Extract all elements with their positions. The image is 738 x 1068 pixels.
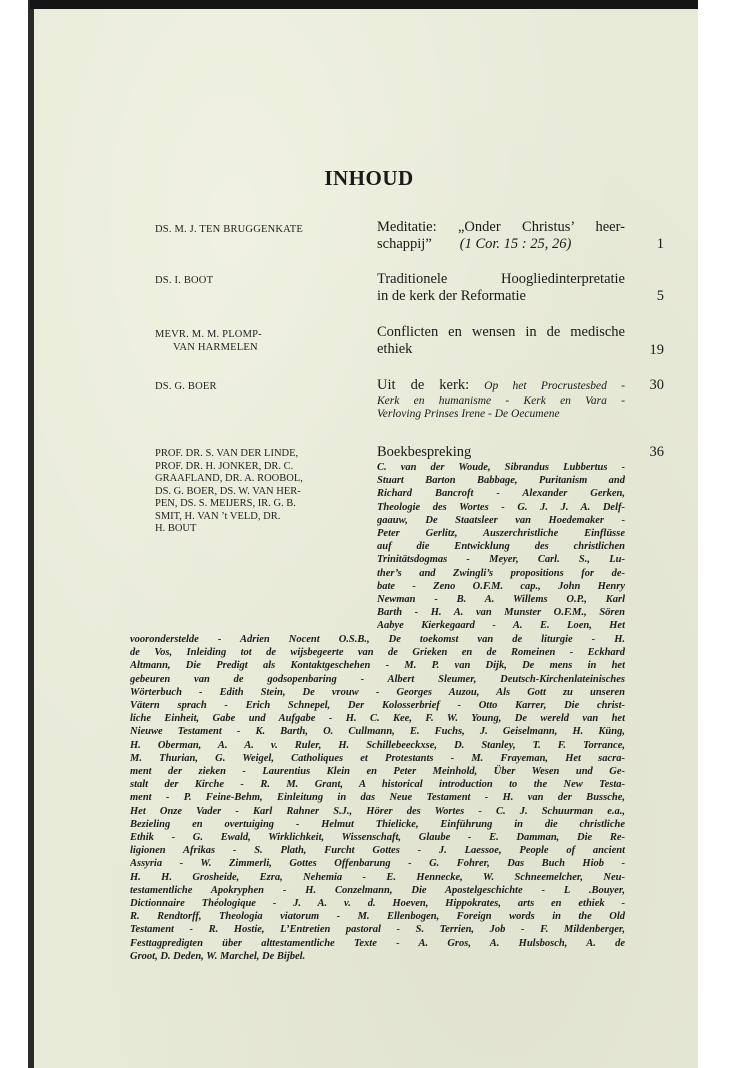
review-line: Barth - H. A. van Munster O.F.M., Sören: [377, 607, 625, 619]
entry-2-author: [155, 275, 370, 288]
review-line: Ethik - G. Ewald, Wirklichkeit, Wissenschaft, Glaube - E. Damman, Die Re-: [130, 832, 625, 844]
entry-3-author-line-2: VAN HARMELEN: [173, 341, 258, 353]
entry-2-title-line2: in de kerk der Reformatie: [377, 287, 526, 304]
entry-4-page: 30: [649, 377, 664, 393]
review-line: Stuart Barton Babbage, Puritanism and: [377, 475, 625, 487]
entry-3-title-line1: Conflicten en wensen in de medische: [377, 324, 625, 340]
review-line: H. H. Grosheide, Ezra, Nehemia - E. Hennecke, W. Schneemelcher, Neu-: [130, 871, 625, 883]
entry-2-page: 5: [656, 288, 664, 304]
entry-3-author-line-1: MEVR. M. M. PLOMP-: [155, 329, 262, 340]
review-line: Trinitätsdogmas - Meyer, Carl. S., Lu-: [377, 554, 625, 566]
entry-4-author: [155, 381, 370, 394]
entry-3-title-line2: ethiek: [377, 340, 413, 357]
scan-edge-top: [30, 0, 708, 9]
review-line: Groot, D. Deden, W. Marchel, De Bijbel.: [130, 950, 306, 962]
entry-4-sub-3: Verloving Prinses Irene - De Oecumene: [377, 408, 560, 420]
review-line: H. Oberman, A. A. v. Ruler, H. Schillebeeckxse, D. Stanley, T. F. Torrance,: [130, 739, 625, 751]
entry-2-author-line: DS. I. BOOT: [155, 275, 214, 286]
entry-1-title-line1: Meditatie: „Onder Christus’ heer-: [377, 219, 625, 235]
review-line: M. Thurian, G. Weigel, Catholiques et Protestants - M. Frayeman, Het sacra-: [130, 752, 625, 764]
review-line: Dictionnaire Théologique - J. A. v. d. Hoeven, Hippokrates, arts en ethiek -: [130, 898, 625, 910]
review-line: Richard Bancroft - Alexander Gerken,: [377, 488, 625, 500]
entry-5-author-line-7: H. BOUT: [155, 523, 197, 534]
entry-3-page: 19: [649, 342, 664, 358]
page-title: INHOUD: [324, 166, 414, 190]
review-line: C. van der Woude, Sibrandus Lubbertus -: [377, 462, 625, 473]
review-line: Festtagpredigten über alttestamentliche Texte - A. Gros, A. Hulsbosch, A. de: [130, 937, 625, 949]
entry-1-title-ref: (1 Cor. 15 : 25, 26): [459, 235, 572, 252]
review-line: Testament - R. Hostie, L’Entretien pastoral - S. Terrien, Job - F. Mildenberger,: [130, 924, 625, 936]
review-line: gebeuren van de godsopenbaring - Albert Sleumer, Deutsch-Kirchenlateinisches: [130, 673, 625, 685]
review-line: liche Einheit, Gabe und Aufgabe - H. C. Kee, F. W. Young, De wereld van het: [130, 713, 625, 725]
entry-4-title-line1: [377, 377, 625, 395]
entry-5-author: [155, 448, 370, 536]
review-line: Newman - B. A. Willems O.P., Karl: [377, 594, 625, 606]
entry-1-author-line: DS. M. J. TEN BRUGGENKATE: [155, 224, 304, 235]
review-line: Aabye Kierkegaard - A. E. Loen, Het: [377, 620, 625, 632]
entry-5-author-line-4: DS. G. BOER, DS. W. VAN HER-: [155, 485, 301, 497]
entry-5-author-line-5: PEN, DS. S. MEIJERS, IR. G. B.: [155, 498, 296, 509]
entry-4-sub-1: Op het Procrustesbed -: [484, 380, 625, 392]
review-line: ther’s and Zwingli’s propositions for de-: [377, 567, 625, 579]
entry-4-sub-2: Kerk en humanisme - Kerk en Vara -: [377, 394, 625, 407]
entry-1-page: 1: [656, 236, 664, 252]
review-line: Theologie des Wortes - G. J. J. A. Delf-: [377, 501, 625, 513]
review-line: Altmann, Die Predigt als Kontaktgeschehen - M. P. van Dijk, De mens in het: [130, 660, 625, 672]
review-line: Bezieling en overtuiging - Helmut Thielicke, Einführung in die christliche: [130, 818, 625, 830]
entry-3-author: [155, 329, 370, 354]
entry-5-title: [377, 444, 625, 461]
entry-4-title: [377, 377, 625, 422]
entry-5-author-line-2: PROF. DR. H. JONKER, DR. C.: [155, 460, 294, 472]
scan-margin-right: [698, 0, 738, 1068]
entry-5-page: 36: [649, 444, 664, 460]
review-line: Assyria - W. Zimmerli, Gottes Offenbarung - G. Fohrer, Das Buch Hiob -: [130, 858, 625, 870]
review-list-full: [130, 633, 625, 963]
review-line: ment der zieken - Laurentius Klein en Peter Meinhold, Über Wesen und Ge-: [130, 766, 625, 778]
entry-5-author-line-1: PROF. DR. S. VAN DER LINDE,: [155, 448, 299, 459]
entry-2-title: [377, 271, 625, 304]
entry-1-title-line2: schappij”: [377, 235, 432, 252]
entry-1-title: [377, 219, 625, 252]
review-line: ligionen Afrikas - S. Plath, Furcht Gottes - J. Laessoe, People of ancient: [130, 845, 625, 857]
review-line: R. Rendtorff, Theologia viatorum - M. Ellenbogen, Foreign words in the Old: [130, 911, 625, 923]
review-line: auf die Entwicklung des christlichen: [377, 541, 625, 553]
review-line: Vätern sprach - Erich Schnepel, Der Kolosserbrief - Otto Karrer, Die christ-: [130, 700, 625, 712]
entry-2-title-line1: Traditionele Hoogliedinterpretatie: [377, 271, 625, 287]
review-line: stalt der Kirche - R. M. Grant, A historical introduction to the New Testa-: [130, 779, 625, 791]
entry-5-author-line-3: GRAAFLAND, DR. A. ROOBOL,: [155, 473, 303, 484]
review-line: gaauw, De Staatsleer van Hoedemaker -: [377, 514, 625, 526]
entry-4-heading: Uit de kerk:: [377, 377, 470, 393]
review-line: vooronderstelde - Adrien Nocent O.S.B., De toekomst van de liturgie - H.: [130, 634, 625, 645]
entry-3-title: [377, 324, 625, 357]
review-line: bate - Zeno O.F.M. cap., John Henry: [377, 580, 625, 592]
entry-5-author-line-6: SMIT, H. VAN ’t VELD, DR.: [155, 510, 281, 522]
review-line: testamentliche Apokryphen - H. Conzelmann, Die Apostelgeschichte - L .Bouyer,: [130, 884, 625, 896]
entry-1-author: [155, 224, 370, 237]
review-line: Peter Gerlitz, Auszerchristliche Einflüsse: [377, 528, 625, 540]
review-line: Wörterbuch - Edith Stein, De vrouw - Georges Auzou, Als Gott zu unseren: [130, 686, 625, 698]
entry-4-author-line: DS. G. BOER: [155, 381, 217, 392]
review-line: ment - P. Feine-Behm, Einleitung in das Neue Testament - H. van der Bussche,: [130, 792, 625, 804]
review-line: Nieuwe Testament - K. Barth, O. Cullmann, E. Fuchs, J. Geiselmann, H. Küng,: [130, 726, 625, 738]
review-list-right: [377, 461, 625, 633]
review-line: de Vos, Inleiding tot de wijsbegeerte van de Grieken en de Romeinen - Eckhard: [130, 647, 625, 659]
review-line: Het Onze Vader - Karl Rahner S.J., Hörer des Wortes - C. J. Schuurman e.a.,: [130, 805, 625, 817]
entry-5-heading: Boekbespreking: [377, 444, 472, 460]
